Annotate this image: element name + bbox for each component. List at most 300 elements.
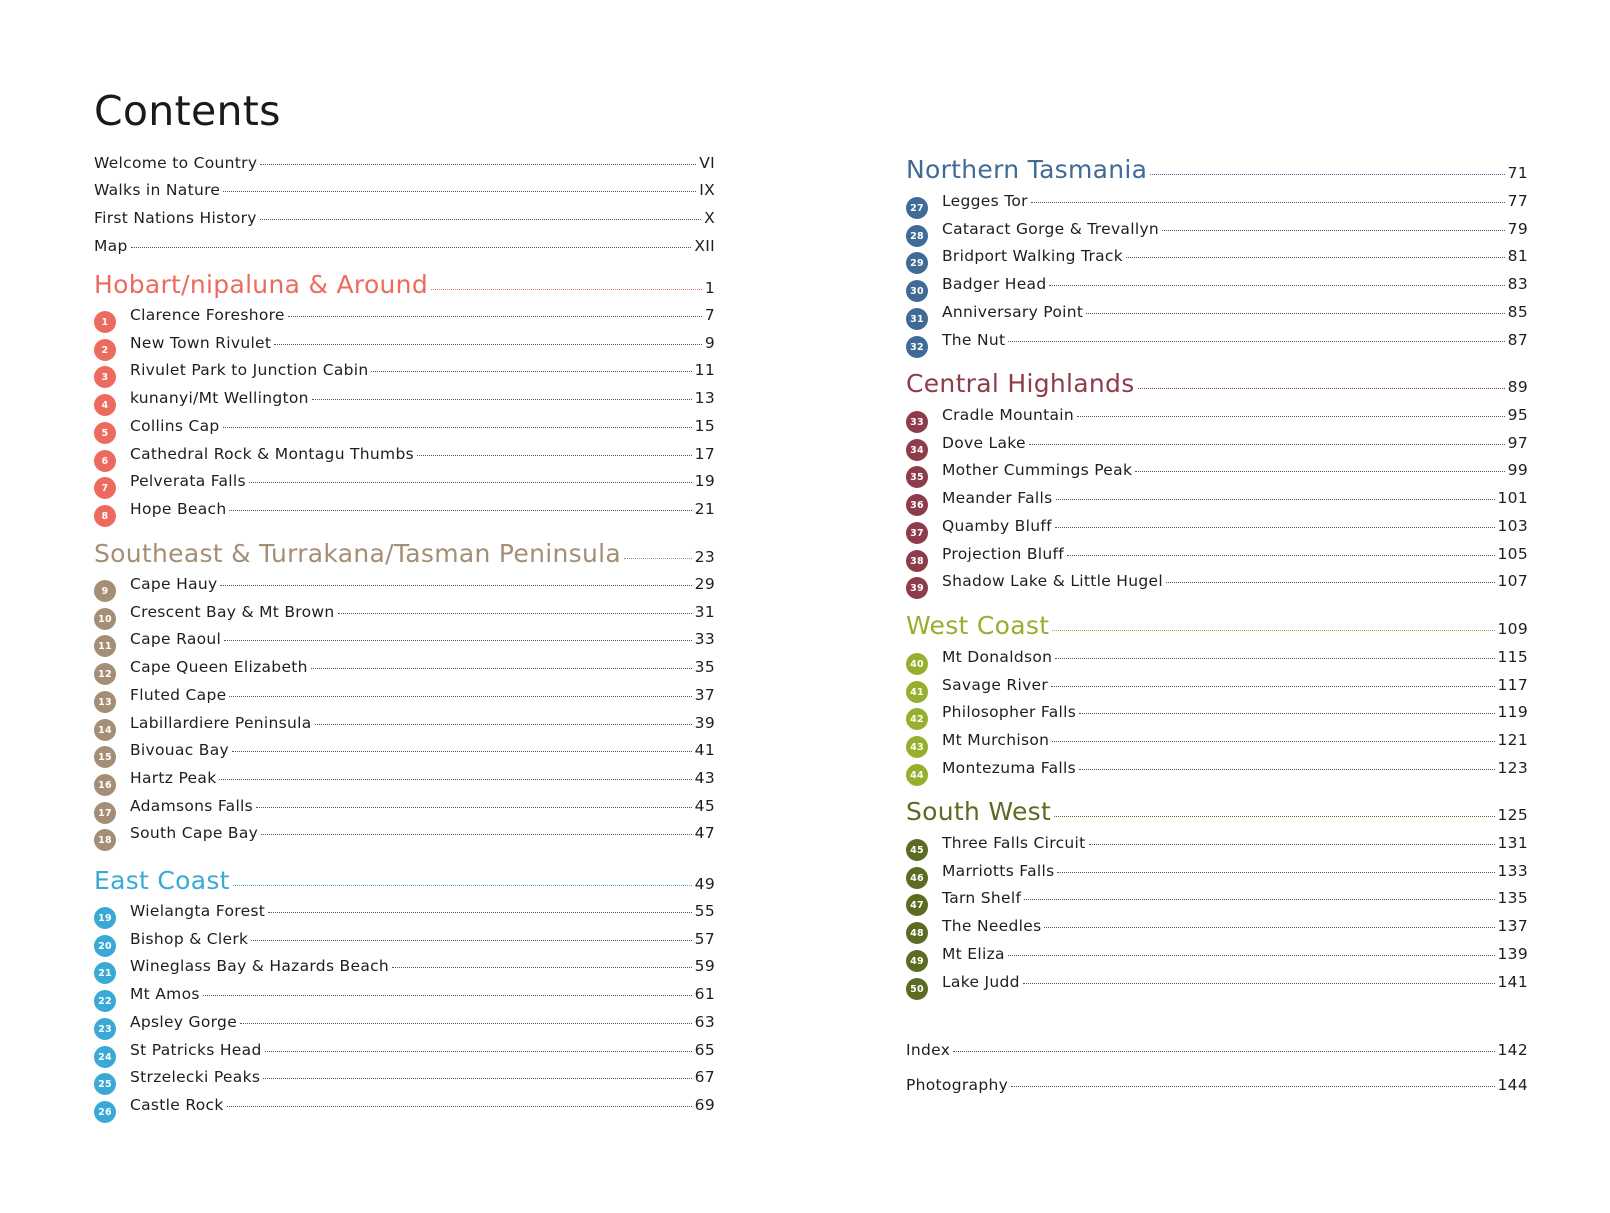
- entry-label: Wineglass Bay & Hazards Beach: [130, 957, 390, 975]
- walk-number-badge: 25: [94, 1073, 116, 1095]
- dot-leader: [1011, 1086, 1494, 1087]
- page-number: XII: [694, 237, 715, 255]
- entry-label: Projection Bluff: [942, 545, 1065, 563]
- dot-leader: [240, 1023, 692, 1024]
- walk-number-badge: 38: [906, 550, 928, 572]
- dot-leader: [311, 668, 692, 669]
- dot-leader: [131, 247, 692, 248]
- dot-leader: [263, 1078, 691, 1079]
- dot-leader: [256, 807, 692, 808]
- entry-label: The Nut: [942, 331, 1006, 349]
- page-number: 15: [694, 417, 715, 435]
- page-title: Contents: [94, 87, 281, 135]
- walk-entry[interactable]: [94, 824, 715, 848]
- walk-number-badge: 1: [94, 311, 116, 333]
- walk-entry[interactable]: [906, 247, 1528, 271]
- walk-number-badge: 49: [906, 950, 928, 972]
- section-title: Northern Tasmania: [906, 155, 1148, 184]
- walk-number-badge: 41: [906, 681, 928, 703]
- walk-number-badge: 10: [94, 608, 116, 630]
- walk-number-badge: 48: [906, 922, 928, 944]
- page-number: 11: [694, 361, 715, 379]
- page-number: 31: [694, 603, 715, 621]
- walk-entry[interactable]: [94, 603, 715, 627]
- dot-leader: [260, 219, 701, 220]
- page-number: 43: [694, 769, 715, 787]
- dot-leader: [260, 164, 696, 165]
- section-heading[interactable]: [94, 539, 715, 573]
- page-number: 37: [694, 686, 715, 704]
- dot-leader: [1079, 769, 1495, 770]
- entry-label: Mt Amos: [130, 985, 200, 1003]
- entry-label: Montezuma Falls: [942, 759, 1076, 777]
- walk-number-badge: 33: [906, 411, 928, 433]
- dot-leader: [417, 455, 692, 456]
- page-number: 95: [1507, 406, 1528, 424]
- entry-label: Marriotts Falls: [942, 862, 1055, 880]
- walk-entry[interactable]: [906, 572, 1528, 596]
- entry-label: Legges Tor: [942, 192, 1028, 210]
- dot-leader: [953, 1051, 1494, 1052]
- entry-label: Castle Rock: [130, 1096, 224, 1114]
- page-number: 139: [1497, 945, 1528, 963]
- page-number: 23: [694, 548, 715, 566]
- entry-label: Mt Donaldson: [942, 648, 1053, 666]
- dot-leader: [223, 427, 692, 428]
- entry-label: Wielangta Forest: [130, 902, 266, 920]
- dot-leader: [315, 724, 692, 725]
- walk-entry[interactable]: [906, 889, 1528, 913]
- page-number: X: [704, 209, 715, 227]
- page-number: 35: [694, 658, 715, 676]
- walk-entry[interactable]: [94, 714, 715, 738]
- walk-number-badge: 15: [94, 746, 116, 768]
- page-number: 97: [1507, 434, 1528, 452]
- page-number: 83: [1507, 275, 1528, 293]
- walk-entry[interactable]: [94, 575, 715, 599]
- dot-leader: [1023, 983, 1495, 984]
- walk-number-badge: 14: [94, 719, 116, 741]
- page-number: 137: [1497, 917, 1528, 935]
- section-title: East Coast: [94, 866, 230, 895]
- entry-label: Philosopher Falls: [942, 703, 1077, 721]
- page-number: 121: [1497, 731, 1528, 749]
- dot-leader: [229, 510, 691, 511]
- entry-label: Cataract Gorge & Trevallyn: [942, 220, 1160, 238]
- walk-entry[interactable]: [906, 703, 1528, 727]
- entry-label: Cape Hauy: [130, 575, 218, 593]
- dot-leader: [288, 316, 702, 317]
- walk-number-badge: 37: [906, 522, 928, 544]
- dot-leader: [392, 967, 692, 968]
- walk-number-badge: 46: [906, 867, 928, 889]
- entry-label: Clarence Foreshore: [130, 306, 285, 324]
- page-number: 63: [694, 1013, 715, 1031]
- section-title: Hobart/nipaluna & Around: [94, 270, 428, 299]
- entry-label: Collins Cap: [130, 417, 220, 435]
- dot-leader: [224, 640, 692, 641]
- entry-label: Cathedral Rock & Montagu Thumbs: [130, 445, 414, 463]
- entry-label: Fluted Cape: [130, 686, 227, 704]
- walk-number-badge: 30: [906, 280, 928, 302]
- page-number: 85: [1507, 303, 1528, 321]
- walk-entry[interactable]: [906, 917, 1528, 941]
- page-number: IX: [699, 181, 715, 199]
- entry-label: Badger Head: [942, 275, 1047, 293]
- page-number: 144: [1497, 1076, 1528, 1094]
- dot-leader: [1067, 555, 1494, 556]
- dot-leader: [1166, 582, 1495, 583]
- page-number: 135: [1497, 889, 1528, 907]
- walk-number-badge: 23: [94, 1018, 116, 1040]
- dot-leader: [624, 558, 692, 559]
- dot-leader: [338, 613, 692, 614]
- walk-entry[interactable]: [94, 361, 715, 385]
- entry-label: Dove Lake: [942, 434, 1026, 452]
- walk-number-badge: 9: [94, 580, 116, 602]
- page-number: 141: [1497, 973, 1528, 991]
- walk-entry[interactable]: [94, 769, 715, 793]
- page-number: 109: [1497, 620, 1528, 638]
- entry-label: Hope Beach: [130, 500, 227, 518]
- entry-label: Walks in Nature: [94, 181, 221, 199]
- page-number: 41: [694, 741, 715, 759]
- dot-leader: [1162, 230, 1505, 231]
- walk-entry[interactable]: [906, 648, 1528, 672]
- dot-leader: [261, 834, 692, 835]
- walk-number-badge: 26: [94, 1101, 116, 1123]
- section-title: South West: [906, 797, 1052, 826]
- dot-leader: [249, 482, 692, 483]
- entry-label: South Cape Bay: [130, 824, 259, 842]
- page-number: 17: [694, 445, 715, 463]
- dot-leader: [232, 751, 692, 752]
- page-number: 33: [694, 630, 715, 648]
- page-number: 69: [694, 1096, 715, 1114]
- walk-entry[interactable]: [94, 686, 715, 710]
- dot-leader: [1055, 658, 1494, 659]
- walk-entry[interactable]: [906, 517, 1528, 541]
- walk-number-badge: 2: [94, 339, 116, 361]
- walk-number-badge: 16: [94, 774, 116, 796]
- walk-number-badge: 32: [906, 336, 928, 358]
- page-number: 131: [1497, 834, 1528, 852]
- page-number: 107: [1497, 572, 1528, 590]
- walk-number-badge: 24: [94, 1046, 116, 1068]
- walk-number-badge: 4: [94, 394, 116, 416]
- section-title: Southeast & Turrakana/Tasman Peninsula: [94, 539, 621, 568]
- entry-label: Welcome to Country: [94, 154, 258, 172]
- walk-entry[interactable]: [94, 472, 715, 496]
- dot-leader: [219, 779, 691, 780]
- page-number: 1: [704, 279, 715, 297]
- entry-label: Tarn Shelf: [942, 889, 1022, 907]
- walk-number-badge: 27: [906, 197, 928, 219]
- dot-leader: [431, 289, 702, 290]
- page-number: 87: [1507, 331, 1528, 349]
- page-number: 47: [694, 824, 715, 842]
- page-number: 67: [694, 1068, 715, 1086]
- entry-label: Index: [906, 1041, 951, 1059]
- walk-entry[interactable]: [906, 434, 1528, 458]
- walk-entry[interactable]: [906, 461, 1528, 485]
- walk-number-badge: 18: [94, 829, 116, 851]
- page-number: 119: [1497, 703, 1528, 721]
- walk-number-badge: 22: [94, 990, 116, 1012]
- page-number: 142: [1497, 1041, 1528, 1059]
- dot-leader: [1077, 416, 1505, 417]
- page-number: 55: [694, 902, 715, 920]
- section-heading[interactable]: [906, 155, 1528, 189]
- walk-entry[interactable]: [94, 957, 715, 981]
- page-number: 71: [1507, 164, 1528, 182]
- page-number: 45: [694, 797, 715, 815]
- dot-leader: [233, 885, 692, 886]
- entry-label: Lake Judd: [942, 973, 1020, 991]
- dot-leader: [220, 585, 691, 586]
- walk-entry[interactable]: [906, 731, 1528, 755]
- section-heading[interactable]: [906, 369, 1528, 403]
- walk-number-badge: 43: [906, 736, 928, 758]
- dot-leader: [251, 940, 691, 941]
- walk-number-badge: 20: [94, 935, 116, 957]
- entry-label: First Nations History: [94, 209, 257, 227]
- entry-label: Shadow Lake & Little Hugel: [942, 572, 1163, 590]
- dot-leader: [1049, 285, 1504, 286]
- entry-label: Apsley Gorge: [130, 1013, 238, 1031]
- page-number: 57: [694, 930, 715, 948]
- walk-entry[interactable]: [906, 759, 1528, 783]
- page-number: 9: [704, 334, 715, 352]
- walk-entry[interactable]: [906, 862, 1528, 886]
- page-number: 81: [1507, 247, 1528, 265]
- walk-entry[interactable]: [94, 389, 715, 413]
- entry-label: Quamby Bluff: [942, 517, 1052, 535]
- dot-leader: [1054, 816, 1494, 817]
- dot-leader: [1055, 527, 1495, 528]
- page-number: 13: [694, 389, 715, 407]
- section-heading[interactable]: [906, 611, 1528, 645]
- section-title: West Coast: [906, 611, 1050, 640]
- toc-entry[interactable]: [94, 237, 715, 261]
- page-number: 77: [1507, 192, 1528, 210]
- walk-number-badge: 7: [94, 477, 116, 499]
- page-number: 115: [1497, 648, 1528, 666]
- page-number: 65: [694, 1041, 715, 1059]
- entry-label: Adamsons Falls: [130, 797, 254, 815]
- walk-entry[interactable]: [94, 500, 715, 524]
- entry-label: Photography: [906, 1076, 1009, 1094]
- walk-number-badge: 29: [906, 252, 928, 274]
- walk-entry[interactable]: [906, 275, 1528, 299]
- dot-leader: [1079, 713, 1494, 714]
- walk-number-badge: 34: [906, 439, 928, 461]
- walk-entry[interactable]: [94, 1068, 715, 1092]
- dot-leader: [1008, 955, 1495, 956]
- dot-leader: [1024, 899, 1494, 900]
- entry-label: Bivouac Bay: [130, 741, 229, 759]
- walk-entry[interactable]: [94, 1041, 715, 1065]
- entry-label: Meander Falls: [942, 489, 1053, 507]
- dot-leader: [229, 696, 691, 697]
- dot-leader: [1031, 202, 1505, 203]
- entry-label: Crescent Bay & Mt Brown: [130, 603, 335, 621]
- toc-entry[interactable]: [94, 154, 715, 178]
- dot-leader: [312, 399, 692, 400]
- dot-leader: [1138, 388, 1505, 389]
- dot-leader: [1051, 686, 1494, 687]
- walk-number-badge: 47: [906, 894, 928, 916]
- entry-label: Three Falls Circuit: [942, 834, 1086, 852]
- dot-leader: [268, 912, 692, 913]
- walk-number-badge: 11: [94, 635, 116, 657]
- dot-leader: [1052, 630, 1494, 631]
- walk-number-badge: 13: [94, 691, 116, 713]
- entry-label: Cape Queen Elizabeth: [130, 658, 308, 676]
- entry-label: The Needles: [942, 917, 1042, 935]
- entry-label: Pelverata Falls: [130, 472, 246, 490]
- page-number: 79: [1507, 220, 1528, 238]
- entry-label: Cape Raoul: [130, 630, 222, 648]
- page-number: 133: [1497, 862, 1528, 880]
- page-number: 89: [1507, 378, 1528, 396]
- dot-leader: [203, 995, 692, 996]
- walk-entry[interactable]: [906, 220, 1528, 244]
- entry-label: Mt Murchison: [942, 731, 1050, 749]
- entry-label: St Patricks Head: [130, 1041, 262, 1059]
- walk-number-badge: 17: [94, 802, 116, 824]
- page-number: 103: [1497, 517, 1528, 535]
- walk-entry[interactable]: [94, 985, 715, 1009]
- walk-entry[interactable]: [906, 945, 1528, 969]
- dot-leader: [1057, 872, 1494, 873]
- toc-entry[interactable]: [94, 181, 715, 205]
- page-number: 21: [694, 500, 715, 518]
- walk-entry[interactable]: [94, 930, 715, 954]
- walk-entry[interactable]: [906, 489, 1528, 513]
- walk-number-badge: 39: [906, 577, 928, 599]
- walk-entry[interactable]: [94, 741, 715, 765]
- walk-number-badge: 8: [94, 505, 116, 527]
- page-number: 117: [1497, 676, 1528, 694]
- entry-label: Rivulet Park to Junction Cabin: [130, 361, 369, 379]
- toc-entry[interactable]: [906, 1041, 1528, 1065]
- page-number: VI: [699, 154, 715, 172]
- dot-leader: [223, 191, 696, 192]
- section-heading[interactable]: [94, 866, 715, 900]
- dot-leader: [1150, 174, 1504, 175]
- walk-entry[interactable]: [94, 417, 715, 441]
- walk-number-badge: 40: [906, 653, 928, 675]
- walk-entry[interactable]: [94, 902, 715, 926]
- dot-leader: [1052, 741, 1494, 742]
- page-number: 7: [704, 306, 715, 324]
- entry-label: Map: [94, 237, 128, 255]
- page-number: 105: [1497, 545, 1528, 563]
- walk-number-badge: 6: [94, 450, 116, 472]
- page-number: 125: [1497, 806, 1528, 824]
- toc-entry[interactable]: [906, 1076, 1528, 1100]
- walk-entry[interactable]: [906, 303, 1528, 327]
- walk-entry[interactable]: [906, 406, 1528, 430]
- entry-label: Mother Cummings Peak: [942, 461, 1133, 479]
- dot-leader: [371, 371, 691, 372]
- walk-number-badge: 12: [94, 663, 116, 685]
- page-number: 99: [1507, 461, 1528, 479]
- page-number: 101: [1497, 489, 1528, 507]
- section-heading[interactable]: [94, 270, 715, 304]
- page-number: 29: [694, 575, 715, 593]
- walk-entry[interactable]: [94, 306, 715, 330]
- walk-entry[interactable]: [94, 334, 715, 358]
- dot-leader: [274, 344, 702, 345]
- entry-label: Strzelecki Peaks: [130, 1068, 261, 1086]
- entry-label: Hartz Peak: [130, 769, 217, 787]
- walk-entry[interactable]: [906, 973, 1528, 997]
- walk-number-badge: 35: [906, 466, 928, 488]
- walk-number-badge: 42: [906, 708, 928, 730]
- walk-entry[interactable]: [906, 192, 1528, 216]
- entry-label: Anniversary Point: [942, 303, 1084, 321]
- section-title: Central Highlands: [906, 369, 1135, 398]
- dot-leader: [1135, 471, 1504, 472]
- walk-number-badge: 28: [906, 225, 928, 247]
- entry-label: Cradle Mountain: [942, 406, 1075, 424]
- dot-leader: [227, 1106, 692, 1107]
- entry-label: Bishop & Clerk: [130, 930, 249, 948]
- dot-leader: [1008, 341, 1504, 342]
- section-heading[interactable]: [906, 797, 1528, 831]
- walk-number-badge: 3: [94, 366, 116, 388]
- entry-label: Labillardiere Peninsula: [130, 714, 312, 732]
- page-number: 61: [694, 985, 715, 1003]
- walk-entry[interactable]: [906, 331, 1528, 355]
- page-number: 59: [694, 957, 715, 975]
- walk-entry[interactable]: [906, 676, 1528, 700]
- walk-entry[interactable]: [94, 797, 715, 821]
- dot-leader: [1086, 313, 1504, 314]
- entry-label: Bridport Walking Track: [942, 247, 1124, 265]
- page-number: 19: [694, 472, 715, 490]
- toc-entry[interactable]: [94, 209, 715, 233]
- dot-leader: [1056, 499, 1495, 500]
- walk-entry[interactable]: [94, 1013, 715, 1037]
- entry-label: kunanyi/Mt Wellington: [130, 389, 309, 407]
- walk-number-badge: 31: [906, 308, 928, 330]
- walk-number-badge: 5: [94, 422, 116, 444]
- walk-number-badge: 50: [906, 978, 928, 1000]
- page-number: 39: [694, 714, 715, 732]
- walk-entry[interactable]: [94, 1096, 715, 1120]
- walk-number-badge: 44: [906, 764, 928, 786]
- walk-number-badge: 45: [906, 839, 928, 861]
- walk-entry[interactable]: [906, 545, 1528, 569]
- page-number: 123: [1497, 759, 1528, 777]
- walk-entry[interactable]: [906, 834, 1528, 858]
- page-number: 49: [694, 875, 715, 893]
- walk-number-badge: 36: [906, 494, 928, 516]
- dot-leader: [1126, 257, 1505, 258]
- dot-leader: [1029, 444, 1505, 445]
- walk-entry[interactable]: [94, 445, 715, 469]
- entry-label: Mt Eliza: [942, 945, 1005, 963]
- walk-entry[interactable]: [94, 630, 715, 654]
- walk-entry[interactable]: [94, 658, 715, 682]
- dot-leader: [265, 1051, 692, 1052]
- dot-leader: [1044, 927, 1494, 928]
- entry-label: New Town Rivulet: [130, 334, 272, 352]
- walk-number-badge: 21: [94, 962, 116, 984]
